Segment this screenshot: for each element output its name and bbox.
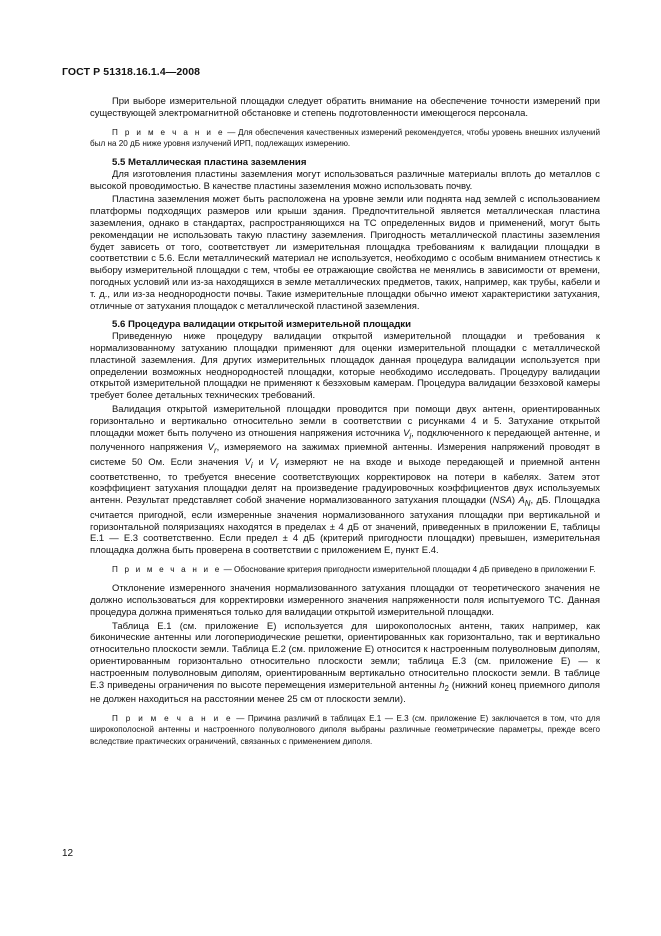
note-label: П р и м е ч а н и е <box>112 127 225 137</box>
document-header: ГОСТ Р 51318.16.1.4—2008 <box>62 66 201 78</box>
note-text: — Причина различий в таблицах Е.1 — Е.3 (см. приложение Е) заключается в том, что для широкополосной антенны и настроенного полуволнового диполя выбраны различные геометрические параметры, прежде всего вследствие практических ограничений, связанных с применением диполя. <box>90 714 600 746</box>
note-1 <box>90 127 600 149</box>
paragraph-5-6-c: Отклонение измеренного значения нормализованного затухания площадки от теоретического значения не должно использоваться для корректировки измеренного значения напряженности поля испытуемого ТС. Данная процедура должна применяться только для валидации открытой измерительной площадки. <box>90 583 600 618</box>
note-3 <box>90 713 600 747</box>
note-label: П р и м е ч а н и е <box>112 714 233 724</box>
paragraph-5-5-b: Пластина заземления может быть расположена на уровне земли или поднята над землей с использованием платформы подходящих размеров или крыши здания. Предпочтительной является металлическая пластина заземления, однако в стандартах, распространяющихся на ТС определенных видов и применений, могут быть рекомендации не использовать такую пластину заземления. Пригодность металлической пластины заземления будет зависеть от того, соответствует ли измерительная площадка требованиям к валидации площадки в соответствии с 5.6. Если металлический материал не используется, необходимо с особым вниманием отнестись к выбору измерительной площадки с тем, чтобы ее отражающие свойства не менялись в зависимости от времени, погодных условий или из-за находящихся в земле металлических предметов, таких, например, как трубы, кабели и т. д., или из-за неоднородности почвы. Такие измерительные площадки обычно имеют характеристики затухания, отличные от затухания площадок с металлической пластиной заземления. <box>90 194 600 312</box>
paragraph-intro: При выборе измерительной площадки следует обратить внимание на обеспечение точности измерений при существующей электромагнитной обстановке и степень подготовленности имеющегося персонала. <box>90 96 600 119</box>
note-label: П р и м е ч а н и е <box>112 565 222 575</box>
paragraph-5-5-a: Для изготовления пластины заземления могут использоваться различные материалы вплоть до металлов с высокой проводимостью. В качестве пластины заземления можно использовать почву. <box>90 168 600 192</box>
paragraph-5-6-d: Таблица Е.1 (см. приложение Е) используется для широкополосных антенн, таких например, как биконические антенны или логопериодические решетки, ориентированных как горизонтально, так и вертикально относительно плоскости земли. Таблица Е.2 (см. приложение Е) относится к настроенным полуволновым диполям, ориентированным горизонтально относительно плоскости земли; таблица Е.3 (см. приложение Е) — к настроенным полуволновым диполям, ориентированным вертикально относительно плоскости земли. В таблице Е.3 приведены ограничения по высоте перемещения измерительной антенны $h_2$ (нижний конец приемного диполя не должен находиться на расстоянии менее 25 см от плоскости земли). <box>90 620 600 706</box>
note-text: — Обоснование критерия пригодности измерительной площадки 4 дБ приведено в приложении F. <box>221 565 596 575</box>
paragraph-5-6-b: Валидация открытой измерительной площадки проводится при помощи двух антенн, ориентированных горизонтально и вертикально относительно земли в соответствии с рисунками 4 и 5. Затухание открытой площадки может быть получено из отношения напряжения источника $V_i$, подключенного к передающей антенне, и полученного напряжения $V_r$, измеряемого на зажимах приемной антенны. Измерения напряжений проводят в системе 50 Ом. Если значения $V_i$ и $V_r$ измеряют не на входе и выходе передающей и приемной антенн соответственно, то требуется внесение соответствующих корректировок на потери в кабелях. Затем этот коэффициент затухания площадки делят на произведение градуировочных коэффициентов двух используемых антенн. Результат представляет собой значение нормализованного затухания площадки (NSA) $A_N$, дБ. Площадка считается пригодной, если измеренные значения нормализованного затухания площадки при вертикальной и горизонтальной поляризациях находятся в пределах ± 4 дБ от значений, приведенных в приложении Е, таблицы Е.1 — Е.3 соответственно. Если предел ± 4 дБ (критерий пригодности площадки) превышен, измерительная площадка должна быть проверена в соответствии с приложением Е, пункт Е.4. <box>90 403 600 557</box>
section-heading-5-5: 5.5 Металлическая пластина заземления <box>112 157 307 168</box>
note-text: — Для обеспечения качественных измерений рекомендуется, чтобы уровень внешних излучений был на 20 дБ ниже уровня излучений ИРП, подлежащих измерению. <box>90 127 600 148</box>
document-body <box>90 96 600 755</box>
note-2 <box>90 564 600 575</box>
section-heading-5-6: 5.6 Процедура валидации открытой измерительной площадки <box>112 319 412 331</box>
page-number: 12 <box>62 848 74 859</box>
paragraph-5-6-a: Приведенную ниже процедуру валидации открытой измерительной площадки и требования к нормализованному затуханию площадки применяют для оценки измерительной площадки с металлической пластиной заземления. Для других измерительных площадок данная процедура валидации используется при определении возможных неоднородностей площадки, которые необходимо исследовать. Процедуру валидации открытой измерительной площадки не применяют к безэховым камерам. Процедура валидации безэховой камеры требует более детальных технических требований. <box>90 331 600 402</box>
